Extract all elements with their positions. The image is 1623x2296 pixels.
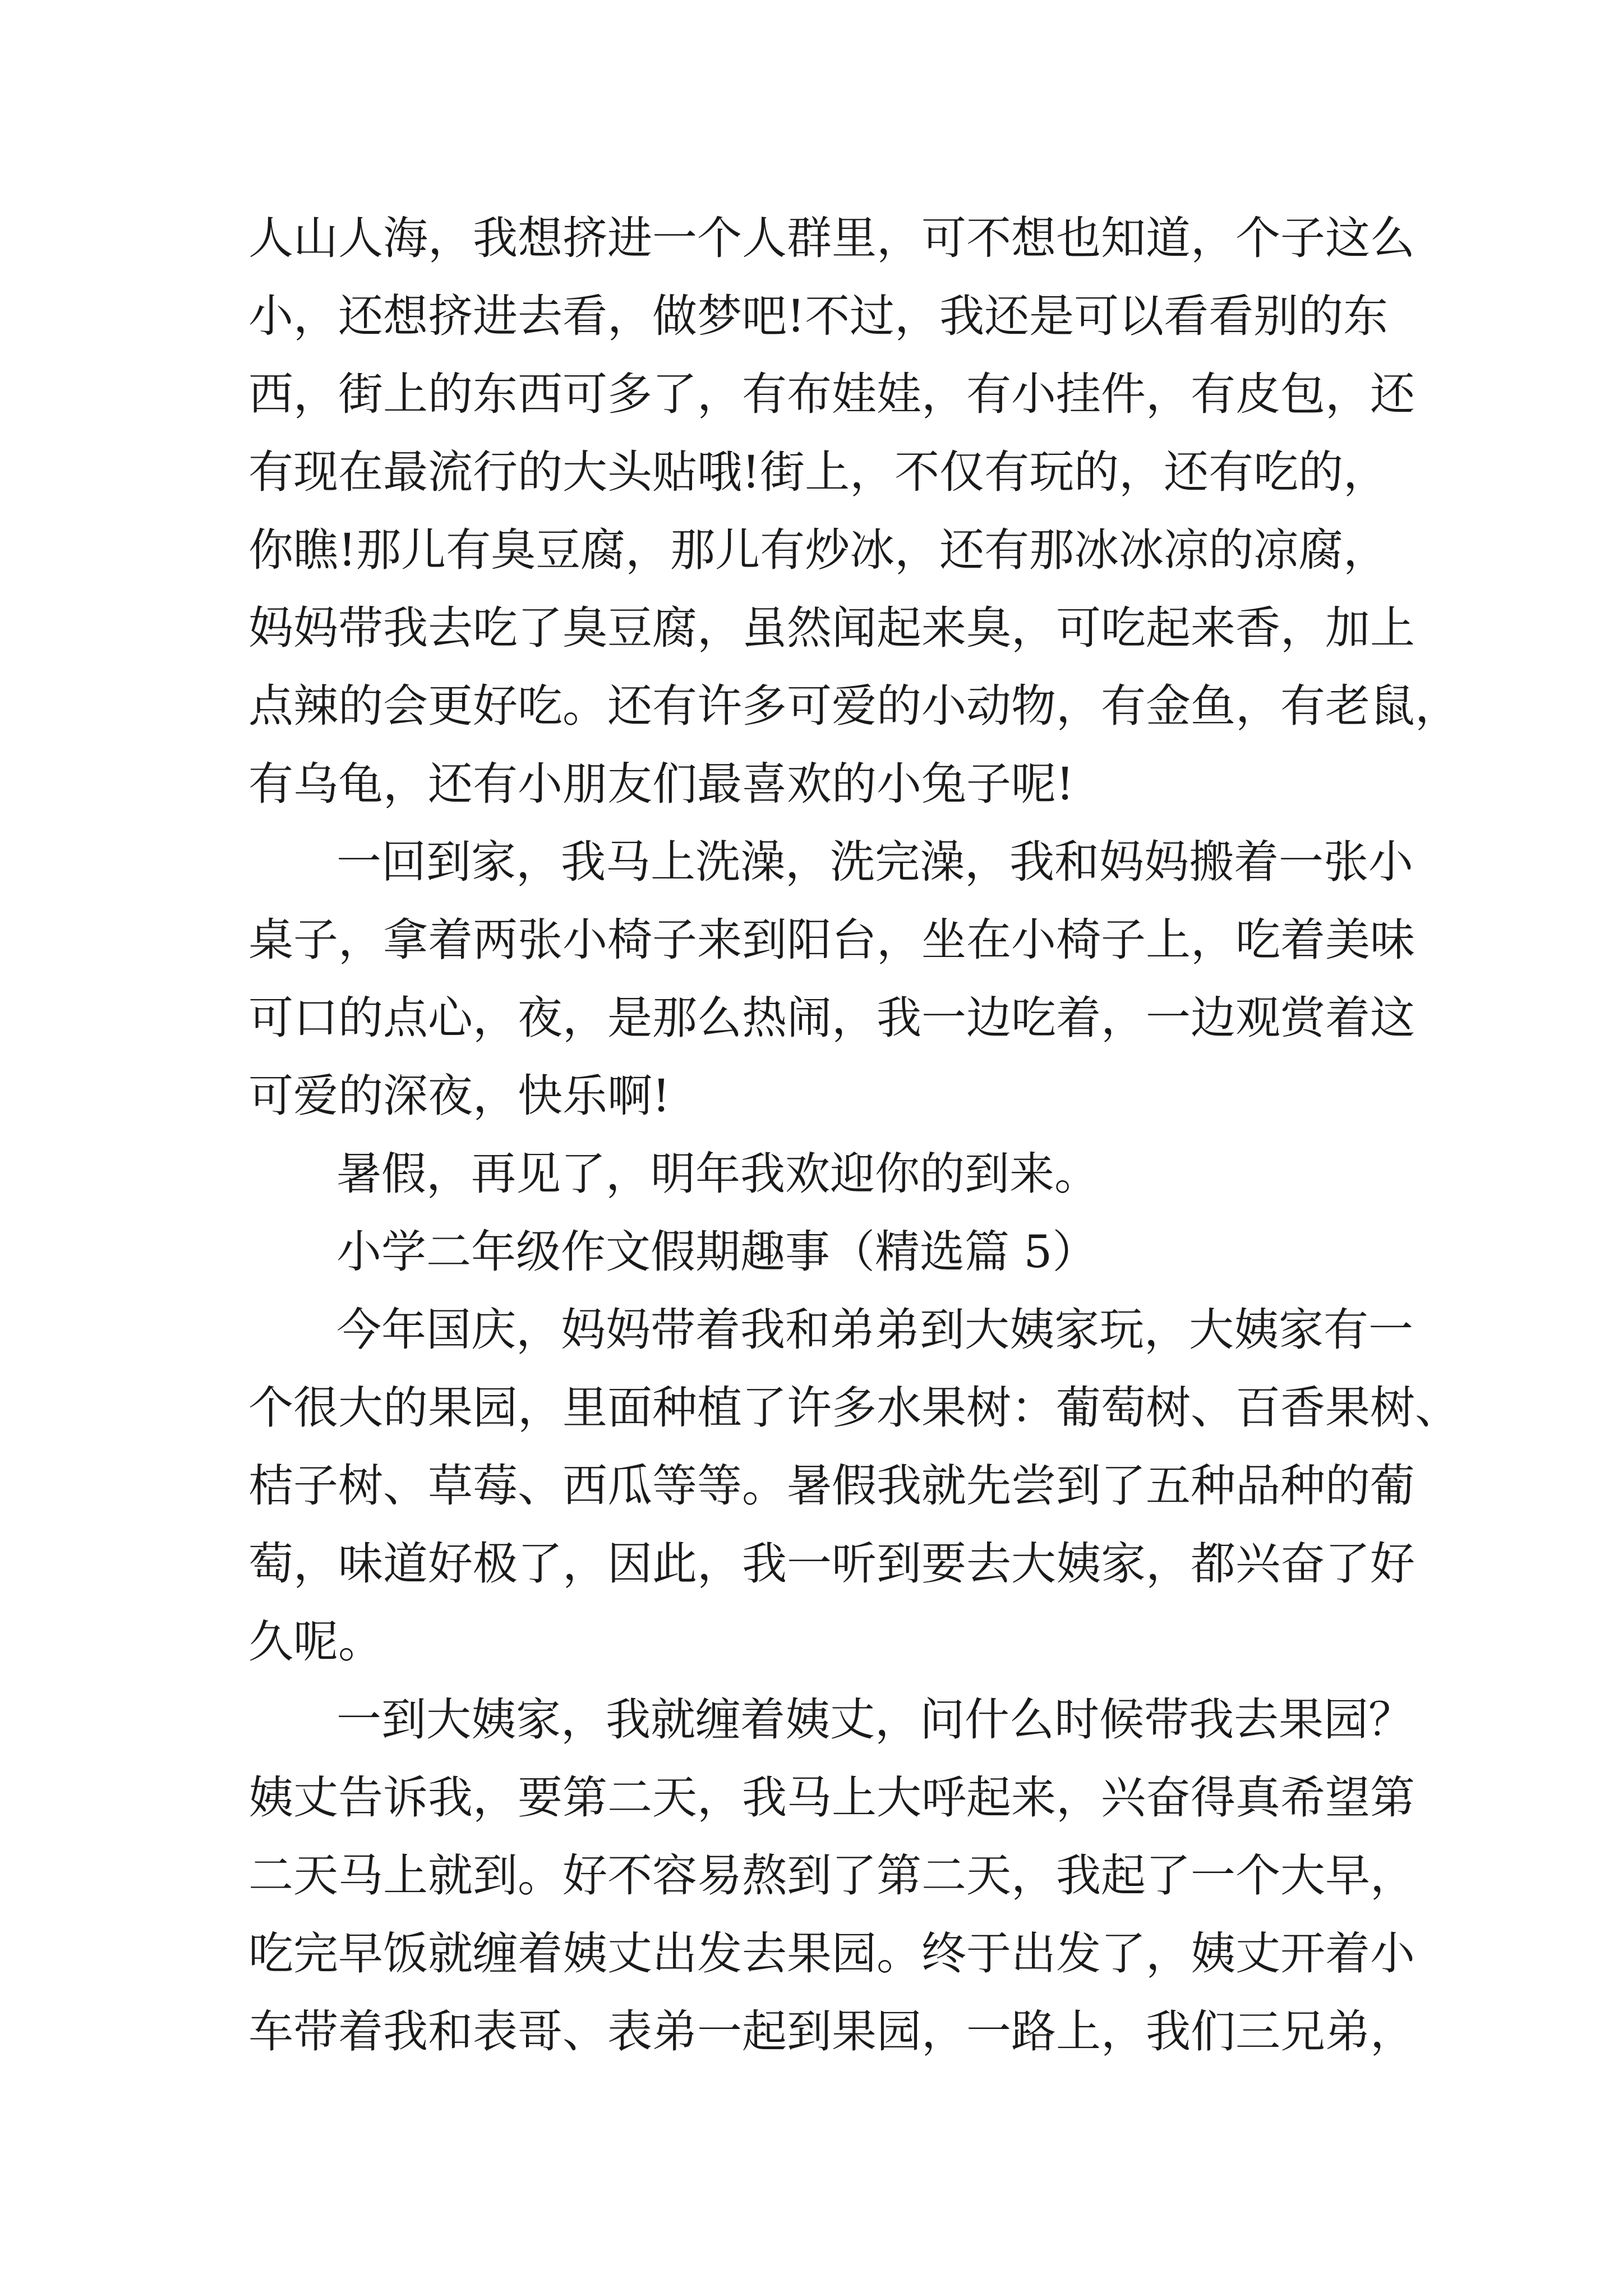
text-line: 个很大的果园，里面种植了许多水果树：葡萄树、百香果树、 [248,1382,1460,1434]
paragraph-first-line: 一回到家，我马上洗澡，洗完澡，我和妈妈搬着一张小 [336,836,1413,888]
text-line: 二天马上就到。好不容易熬到了第二天，我起了一个大早， [248,1849,1415,1902]
text-line: 人山人海，我想挤进一个人群里，可不想也知道，个子这么 [248,212,1415,264]
text-line: 桔子树、草莓、西瓜等等。暑假我就先尝到了五种品种的葡 [248,1460,1415,1512]
text-line: 有现在最流行的大头贴哦!街上，不仅有玩的，还有吃的， [248,446,1389,498]
text-line: 你瞧!那儿有臭豆腐，那儿有炒冰，还有那冰冰凉的凉腐， [248,524,1389,576]
paragraph-first-line: 今年国庆，妈妈带着我和弟弟到大姨家玩，大姨家有一 [336,1304,1413,1356]
paragraph-first-line: 暑假，再见了，明年我欢迎你的到来。 [336,1148,1099,1200]
section-heading: 小学二年级作文假期趣事（精选篇 5） [336,1226,1098,1278]
text-line: 姨丈告诉我，要第二天，我马上大呼起来，兴奋得真希望第 [248,1772,1415,1824]
text-line: 车带着我和表哥、表弟一起到果园，一路上，我们三兄弟， [248,2005,1415,2058]
text-line: 有乌龟，还有小朋友们最喜欢的小兔子呢! [248,758,1075,810]
text-line: 吃完早饭就缠着姨丈出发去果园。终于出发了，姨丈开着小 [248,1927,1415,1980]
text-line: 西，街上的东西可多了，有布娃娃，有小挂件，有皮包，还 [248,368,1415,420]
document-body [248,199,1460,2070]
text-line: 点辣的会更好吃。还有许多可爱的小动物，有金鱼，有老鼠， [248,680,1460,732]
text-line: 桌子，拿着两张小椅子来到阳台，坐在小椅子上，吃着美味 [248,914,1415,966]
text-line: 萄，味道好极了，因此，我一听到要去大姨家，都兴奋了好 [248,1538,1415,1590]
paragraph-first-line: 一到大姨家，我就缠着姨丈，问什么时候带我去果园？ [336,1694,1413,1746]
text-line: 可爱的深夜，快乐啊! [248,1070,671,1122]
text-line: 小，还想挤进去看，做梦吧!不过，我还是可以看看别的东 [248,290,1389,342]
text-line: 妈妈带我去吃了臭豆腐，虽然闻起来臭，可吃起来香，加上 [248,602,1415,654]
text-line: 可口的点心，夜，是那么热闹，我一边吃着，一边观赏着这 [248,992,1415,1044]
text-line: 久呢。 [248,1616,383,1668]
